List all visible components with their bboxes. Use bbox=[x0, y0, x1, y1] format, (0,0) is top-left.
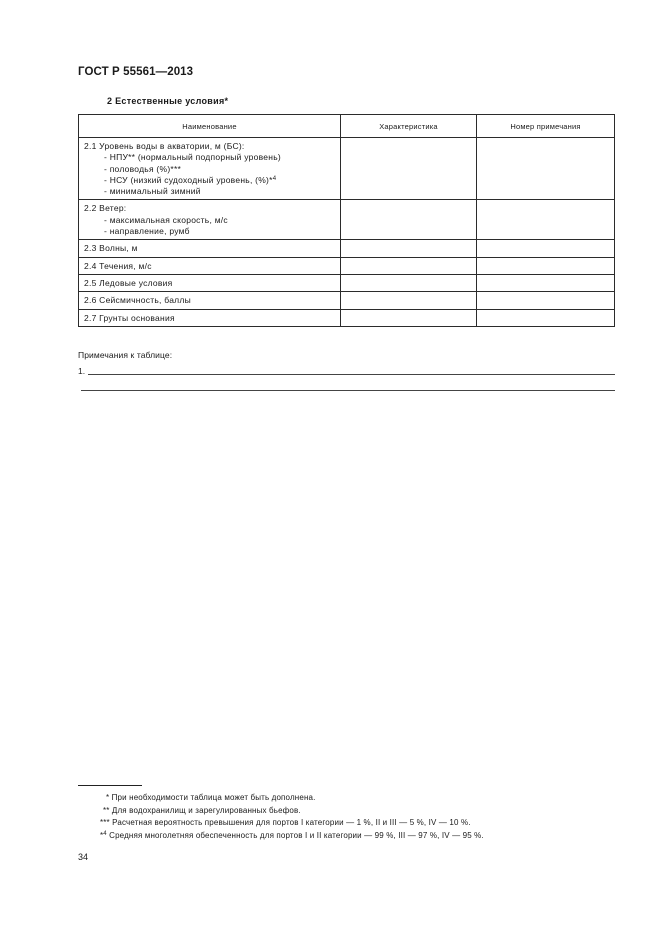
footnote-text: При необходимости таблица может быть дополнена. bbox=[111, 793, 316, 802]
footnote-text: Для водохранилищ и зарегулированных бьефов. bbox=[111, 806, 301, 815]
table-row bbox=[79, 274, 615, 291]
row-name-cell bbox=[79, 138, 341, 200]
characteristic-cell bbox=[341, 274, 477, 291]
column-header-name: Наименование bbox=[79, 115, 341, 138]
row-subitem: - направление, румб bbox=[104, 226, 190, 237]
footnote-text: Средняя многолетняя обеспеченность для портов I и II категории — 99 %, III — 97 %, IV — 95 %. bbox=[109, 831, 484, 840]
row-name-cell: 2.5 Ледовые условия bbox=[79, 274, 341, 291]
note-number-cell bbox=[477, 309, 615, 326]
table-row bbox=[79, 240, 615, 257]
note-blank-line bbox=[81, 390, 615, 391]
row-label: 2.1 Уровень воды в акватории, м (БС): bbox=[84, 141, 245, 151]
row-name-cell: 2.7 Грунты основания bbox=[79, 309, 341, 326]
footnote bbox=[100, 818, 471, 827]
table-header-row bbox=[79, 115, 615, 138]
row-subitem: - НПУ** (нормальный подпорный уровень) bbox=[104, 152, 281, 163]
page-number: 34 bbox=[78, 852, 89, 862]
footnote-mark: * bbox=[106, 793, 110, 802]
footnote bbox=[100, 831, 484, 840]
footnote bbox=[103, 806, 301, 815]
row-subitem: - половодья (%)*** bbox=[104, 163, 182, 174]
table-row bbox=[79, 309, 615, 326]
note-number-cell bbox=[477, 257, 615, 274]
characteristic-cell bbox=[341, 257, 477, 274]
footnote-text: Расчетная вероятность превышения для портов I категории — 1 %, II и III — 5 %, IV — 10 %. bbox=[112, 818, 471, 827]
row-name-cell: 2.6 Сейсмичность, баллы bbox=[79, 292, 341, 309]
document-title: ГОСТ Р 55561—2013 bbox=[78, 66, 194, 78]
characteristic-cell bbox=[341, 240, 477, 257]
note-blank-line bbox=[88, 374, 615, 375]
footnote-mark: ** bbox=[103, 806, 110, 815]
characteristic-cell bbox=[341, 292, 477, 309]
row-name-cell bbox=[79, 200, 341, 240]
table-row bbox=[79, 292, 615, 309]
note-number-cell bbox=[477, 240, 615, 257]
row-subitem: - максимальная скорость, м/с bbox=[104, 214, 228, 225]
row-subitem: - НСУ (низкий судоходный уровень, (%)*$^4$ bbox=[104, 174, 277, 185]
column-header-note-number: Номер примечания bbox=[477, 115, 615, 138]
note-number: 1. bbox=[78, 366, 86, 376]
characteristic-cell bbox=[341, 138, 477, 200]
table-row bbox=[79, 257, 615, 274]
table-row bbox=[79, 138, 615, 200]
footnote-mark: *** bbox=[100, 818, 110, 827]
row-subitem: - минимальный зимний bbox=[104, 186, 201, 197]
note-number-cell bbox=[477, 292, 615, 309]
note-number-cell bbox=[477, 274, 615, 291]
characteristic-cell bbox=[341, 309, 477, 326]
row-name-cell: 2.4 Течения, м/с bbox=[79, 257, 341, 274]
characteristic-cell bbox=[341, 200, 477, 240]
column-header-characteristic: Характеристика bbox=[341, 115, 477, 138]
footnote-separator bbox=[78, 785, 142, 786]
row-label: 2.2 Ветер: bbox=[84, 203, 127, 214]
table-row bbox=[79, 200, 615, 240]
footnote bbox=[106, 793, 316, 802]
note-number-cell bbox=[477, 200, 615, 240]
row-name-cell: 2.3 Волны, м bbox=[79, 240, 341, 257]
section-title: 2 Естественные условия* bbox=[107, 96, 229, 106]
notes-heading: Примечания к таблице: bbox=[78, 350, 173, 360]
note-number-cell bbox=[477, 138, 615, 200]
footnote-mark: *$^4$ bbox=[100, 831, 107, 840]
conditions-table bbox=[78, 114, 615, 327]
